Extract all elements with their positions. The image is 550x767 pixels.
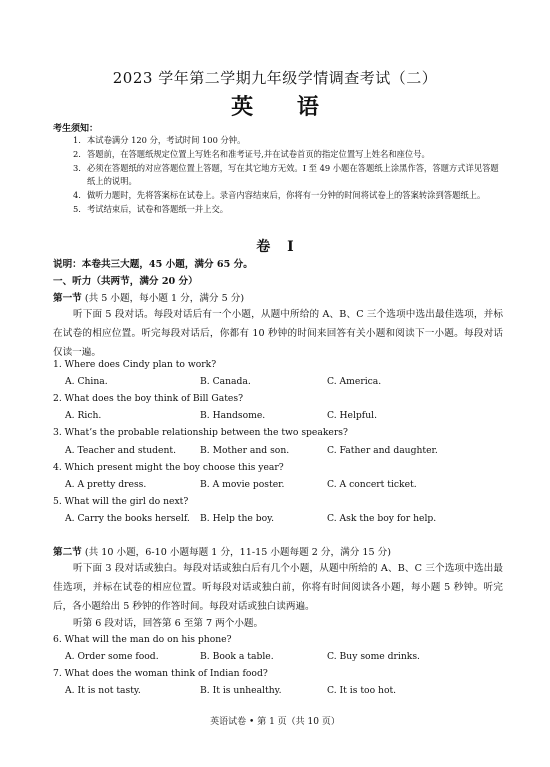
dialogue-note: 听第 6 段对话，回答第 6 至第 7 两个小题。 [73,618,264,629]
option-a: A. A pretty dress. [65,479,147,490]
subject-title: 英 语 [231,94,337,120]
question-stem: 7. What does the woman think of Indian food? [53,668,268,679]
question-stem: 5. What will the girl do next? [53,496,189,507]
option-b: B. Handsome. [200,410,266,421]
section-meta: (共 5 小题，每小题 1 分，满分 5 分) [84,293,245,304]
notice-text: 本试卷满分 120 分，考试时间 100 分钟。 [87,135,246,145]
answer-options [65,445,505,459]
option-c: C. Helpful. [327,410,377,421]
notice-item [73,134,503,147]
option-a: A. Rich. [65,410,102,421]
answer-options [65,410,505,424]
notice-item [73,203,503,216]
section-heading [53,290,503,304]
option-b: B. Help the boy. [200,513,275,524]
volume-overview: 说明：本卷共三大题，45 小题，满分 65 分。 [53,259,253,270]
option-b: B. A movie poster. [200,479,285,490]
answer-options [65,479,505,493]
volume-heading: 卷 I [256,239,300,255]
option-b: B. Mother and son. [200,445,290,456]
notice-item [73,162,503,188]
section-heading [53,544,503,558]
notice-item [73,189,503,202]
option-a: A. Carry the books herself. [65,513,190,524]
question-stem: 2. What does the boy think of Bill Gates? [53,393,243,404]
notice-number: 2. [73,149,81,159]
notice-number: 1. [73,135,81,145]
notice-list [73,134,503,217]
notice-text: 必须在答题纸的对应答题位置上答题，写在其它地方无效。I 至 49 小题在答题纸上涂黑作答，答题方式详见答题纸上的说明。 [87,163,499,186]
question-stem: 6. What will the man do on his phone? [53,634,232,645]
question-stem: 3. What’s the probable relationship between the two speakers? [53,427,348,438]
notice-number: 5. [73,204,81,214]
answer-options [65,651,505,665]
answer-options [65,376,505,390]
page-footer: 英语试卷 • 第 1 页（共 10 页） [210,717,340,727]
notice-number: 3. [73,163,81,173]
part-heading: 一、听力（共两节，满分 20 分） [53,276,198,287]
option-c: C. Father and daughter. [327,445,438,456]
option-b: B. Canada. [200,376,251,387]
notice-number: 4. [73,190,81,200]
option-a: A. China. [65,376,108,387]
section-meta: (共 10 小题，6-10 小题每题 1 分，11-15 小题每题 2 分，满分 15 分) [84,547,391,558]
option-b: B. Book a table. [200,651,274,662]
notice-text: 做听力题时，先将答案标在试卷上。录音内容结束后，你将有一分钟的时间将试卷上的答案转涂到答题纸上。 [87,190,486,200]
question-stem: 4. Which present might the boy choose this year? [53,462,284,473]
option-c: C. Ask the boy for help. [327,513,437,524]
option-c: C. A concert ticket. [327,479,417,490]
notice-item [73,148,503,161]
notice-text: 考试结束后，试卷和答题纸一并上交。 [87,204,229,214]
question-stem: 1. Where does Cindy plan to work? [53,359,217,370]
option-c: C. America. [327,376,382,387]
section-title: 第二节 [53,547,82,558]
answer-options [65,513,505,527]
section-instructions: 听下面 3 段对话或独白。每段对话或独白后有几个小题，从题中所给的 A、B、C 三个选项中选出最佳选项，并标在试卷的相应位置。听每段对话或独白前，你将有时间阅读各小题，每小题 5 秒钟。听完后，各小题给出 5 秒钟的作答时间。每段对话或独白读两遍。 [53,563,503,612]
exam-title: 2023 学年第二学期九年级学情调查考试（二） [112,69,438,87]
option-c: C. It is too hot. [327,685,397,696]
option-a: A. Order some food. [65,651,159,662]
option-a: A. Teacher and student. [65,445,176,456]
notice-text: 答题前，在答题纸规定位置上写姓名和准考证号,并在试卷首页的指定位置写上姓名和座位号。 [87,149,430,159]
section-instructions: 听下面 5 段对话。每段对话后有一个小题，从题中所给的 A、B、C 三个选项中选出最佳选项，并标在试卷的相应位置。听完每段对话后，你都有 10 秒钟的时间来回答有关小题和阅读下一小题。每段对话仅读一遍。 [53,309,503,358]
option-b: B. It is unhealthy. [200,685,282,696]
option-c: C. Buy some drinks. [327,651,420,662]
notice-heading: 考生须知： [53,124,99,134]
answer-options [65,685,505,699]
option-a: A. It is not tasty. [65,685,141,696]
section-title: 第一节 [53,293,82,304]
